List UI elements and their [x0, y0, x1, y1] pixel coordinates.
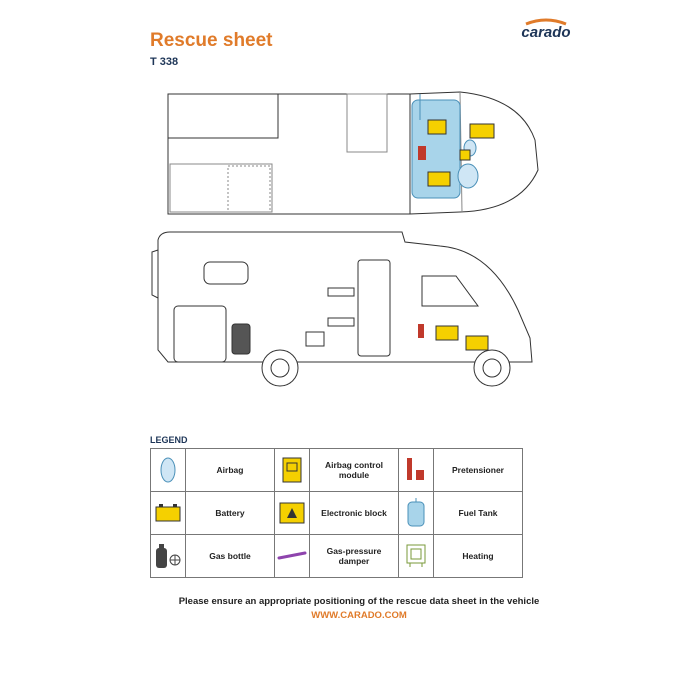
electronic-block-icon [279, 502, 305, 524]
legend-label-gas-bottle: Gas bottle [186, 535, 275, 578]
gas-pressure-damper-icon [277, 549, 307, 563]
top-battery-2 [428, 172, 450, 186]
legend-row [151, 492, 523, 535]
top-airbag-passenger [458, 164, 478, 188]
website-link[interactable]: WWW.CARADO.COM [311, 610, 407, 621]
top-bed-area [168, 94, 278, 138]
legend-label-pretensioner: Pretensioner [434, 449, 523, 492]
legend-icon-cell [399, 449, 434, 492]
legend-icon-cell [275, 535, 310, 578]
legend-label-fuel-tank: Fuel Tank [434, 492, 523, 535]
airbag-icon [158, 455, 178, 485]
legend-label-airbag-control-module: Airbag control module [310, 449, 399, 492]
side-service-hatch [306, 332, 324, 346]
top-body-outline [168, 94, 410, 214]
positioning-notice: Please ensure an appropriate positioning of the rescue data sheet in the vehicle [178, 596, 540, 607]
top-battery-1 [470, 124, 494, 138]
legend-row [151, 535, 523, 578]
heating-icon [405, 543, 427, 569]
legend-icon-cell [399, 535, 434, 578]
legend-label-heating: Heating [434, 535, 523, 578]
side-garage-door [174, 306, 226, 362]
side-battery-1 [436, 326, 458, 340]
top-dinette [228, 166, 270, 212]
side-vent-1 [328, 288, 354, 296]
side-gas-bottle [232, 324, 250, 354]
airbag-control-module-icon [281, 456, 303, 484]
side-rear-ladder [152, 250, 158, 298]
side-pretensioner [418, 324, 424, 338]
top-view [168, 92, 538, 214]
legend-icon-cell [151, 449, 186, 492]
legend-label-battery: Battery [186, 492, 275, 535]
brand-logo [520, 18, 572, 46]
legend-icon-cell [151, 535, 186, 578]
model-code: T 338 [150, 56, 179, 68]
side-rear-wheel [262, 350, 298, 386]
top-kitchen-unit [347, 94, 387, 152]
side-window [204, 262, 248, 284]
top-lounge-area [170, 164, 272, 212]
top-electronic-block [428, 120, 446, 134]
fuel-tank-icon [405, 498, 427, 528]
legend-label-electronic-block: Electronic block [310, 492, 399, 535]
top-airbag-control-module [460, 150, 470, 160]
legend-icon-cell [275, 449, 310, 492]
logo-text: carado [521, 24, 571, 41]
legend-label-airbag: Airbag [186, 449, 275, 492]
legend-icon-cell [275, 492, 310, 535]
gas-bottle-icon [153, 542, 183, 570]
legend-icon-cell [399, 492, 434, 535]
legend-heading: LEGEND [150, 435, 188, 445]
side-view [152, 232, 532, 386]
side-front-wheel [474, 350, 510, 386]
top-pretensioner [418, 146, 426, 160]
side-entry-door [358, 260, 390, 356]
pretensioner-icon [404, 456, 428, 484]
battery-icon [155, 503, 181, 523]
legend-label-gas-pressure-damper: Gas-pressure damper [310, 535, 399, 578]
legend-table [150, 448, 523, 578]
side-battery-2 [466, 336, 488, 350]
side-vent-2 [328, 318, 354, 326]
legend-row [151, 449, 523, 492]
side-cab-window [422, 276, 478, 306]
legend-icon-cell [151, 492, 186, 535]
page-title: Rescue sheet [150, 30, 273, 51]
vehicle-diagram [140, 80, 550, 400]
